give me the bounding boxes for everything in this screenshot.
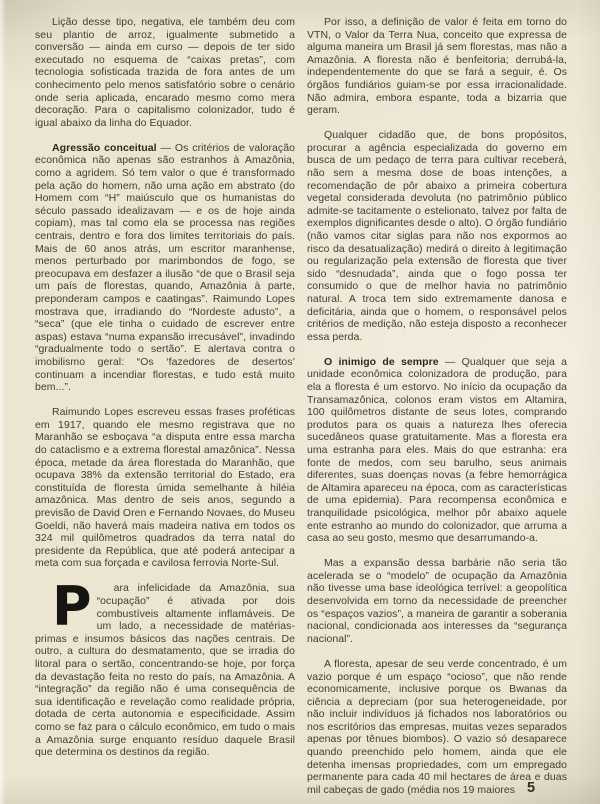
paragraph-text: Raimundo Lopes escreveu essas frases proféticas em 1917, quando ele mesmo registrava que no Maranhão se esboçava “a disputa entre essa marcha do cataclismo e a extrema florestal amazônica”. Nessa época, metade da área florestada do Maranhão, que ocupava 38% da extensão territorial do Estado, era constituída de floresta úmida semelhante à hiléia amazônica. Mas dentro de seis anos, segundo a previsão de David Oren e Fernando Novaes, do Museu Goeldi, não haverá mais madeira nativa em todos os 324 mil quilômetros quadrados da terra natal do presidente da República, que até poderá antecipar a meta com sua forçada e cavilosa ferrovia Norte-Sul. bbox=[35, 406, 295, 570]
run-in-heading: O inimigo de sempre bbox=[324, 355, 439, 368]
page-number: 5 bbox=[527, 780, 536, 796]
paragraph-text: A floresta, apesar de seu verde concentrado, é um vazio porque é um espaço “ocioso”, que não rende economicamente, inclusive porque os Bwanas da ciência a depreciam (por sua heterogeneidade, por não incluir indivíduos já fichados nos laboratórios ou nos escritórios das empresas, muitas vezes separados apenas por tênues biombos). O vazio só desaparece quando preenchido pelo homem, ainda que ele detenha imensas propriedades, com um empregado permanente para cada 40 mil hectares de área e duas mil cabeças de gado (média nos 19 maiores bbox=[307, 657, 567, 796]
left-column bbox=[35, 16, 295, 771]
paragraph-text: Por isso, a definição de valor é feita em torno do VTN, o Valor da Terra Nua, conceito que expressa de alguma maneira um Brasil já sem florestas, mas não a Amazônia. A floresta não é benfeitoria; derrubá-la, independentemente do que se fará a seguir, é. Os órgãos fundiários guiam-se por essa irracionalidade. Não admira, embora espante, toda a bizarria que geram. bbox=[307, 16, 567, 117]
paragraph bbox=[307, 658, 567, 797]
paragraph-text: — Qualquer que seja a unidade econômica colonizadora de produção, para ela a floresta é um estorvo. No início da ocupação da Transamazônica, colonos eram vistos em Altamira, 100 quilômetros distante de seus lotes, comprando produtos para os quais a natureza lhes oferecia sucedâneos quase gratuitamente. Mas a floresta era uma estranha para eles. Mais do que estranha: era fonte de medos, com seu barulho, seus animais diferentes, suas doenças novas (a febre hemorrágica de Altamira apareceu na época, com as características de uma epidemia). Para recompensa econômica e tranquilidade psicológica, melhor pôr abaixo aquele ente estranho ao mundo do colonizador, que arruma a casa ao seu gosto, mesmo que desarrumando-a. bbox=[307, 355, 567, 545]
paragraph bbox=[35, 142, 295, 394]
paragraph-text: Qualquer cidadão que, de bons propósitos, procurar a agência especializada do governo em busca de um pedaço de terra para cultivar receberá, não sem a mesma dose de boas intenções, a recomendação de pôr abaixo a primeira cobertura vegetal considerada devoluta (no patrimônio público admite-se tacitamente o estelionato, talvez por falta de exemplos dignificantes desde o alto). O órgão fundiário (não vamos citar siglas para não nos expormos ao risco da desatualização) medirá o direito à legitimação ou regularização pela extensão de floresta que tiver sido “desnudada”, ainda que o fogo possa ter consumido o que de melhor havia no patrimônio natural. A troca tem sido extremamente danosa e deficitária, ainda que o homem, o responsável pelos critérios de medição, não esteja disposto a reconhecer essa perda. bbox=[307, 129, 567, 343]
paragraph bbox=[35, 406, 295, 570]
paragraph bbox=[35, 16, 295, 129]
paragraph bbox=[307, 356, 567, 545]
paragraph-text: Lição desse tipo, negativa, ele também deu com seu plantio de arroz, igualmente submetido a conversão — ainda em curso — depois de ter sido executado no esquema de “caixas pretas”, com tecnologia sofisticada trazida de fora antes de um conhecimento pelo menos satisfatório sobre o cenário onde seria aplicada, encarado mesmo como mera decoração. Para o capitalismo colonizador, tudo é igual abaixo da linha do Equador. bbox=[35, 16, 295, 129]
paragraph bbox=[35, 575, 295, 759]
paragraph bbox=[307, 557, 567, 645]
paragraph bbox=[307, 16, 567, 117]
paragraph bbox=[307, 129, 567, 343]
right-column bbox=[307, 16, 567, 804]
paragraph-text: ara infelicidade da Amazônia, sua “ocupação” é ativada por dois combustíveis altamente inflamáveis. De um lado, a necessidade de matérias-primas e insumos básicos das nações centrais. De outro, a cultura do desmatamento, que se irradia do litoral para o sertão, concentrando-se hoje, por força da devastação feita no resto do país, na Amazônia. A “integração” da região não é uma consequência de sua identificação e revelação como realidade própria, dotada de certa autonomia e especificidade. Assim como se faz para o cálculo econômico, em tudo o mais a Amazônia surge enquanto resíduo daquele Brasil que determina os destinos da região. bbox=[35, 582, 295, 759]
run-in-heading: Agressão conceitual bbox=[52, 141, 157, 154]
drop-cap: P bbox=[52, 575, 90, 639]
paragraph-text: Mas a expansão dessa barbárie não seria tão acelerada se o “modelo” de ocupação da Amazônia não tivesse uma base ideológica terrível: a geopolítica desenvolvida em torno da necessidade de preencher os “espaços vazios”, a maneira de garantir a soberania nacional, condicionada aos interesses da “segurança nacional”. bbox=[307, 557, 567, 645]
paragraph-text: — Os critérios de valoração econômica não apenas são estranhos à Amazônia, como a agridem. Só tem valor o que é transformado pela ação do homem, não uma ação em abstrato (do Homem com “H” maiúsculo que os humanistas do século passado idealizavam — e os de hoje ainda copiam), mas tal como ela se processa nas regiões centrais, dentro e fora dos limites territoriais do país. Mais de 60 anos atrás, um escritor maranhense, menos perturbado por marimbondos de fogo, se preocupava em desfazer a ilusão “de que o Brasil seja um país de florestas, quando, Amazônia à parte, preponderam campos e caatingas”. Raimundo Lopes mostrava que, irradiando do “Nordeste adusto”, a “seca” (que ele tinha o cuidado de escrever entre aspas) estava “numa expansão irrecusável”, invadindo “gradualmente todo o sertão”. E alertava contra o imobilismo geral: “Os ‘fazedores de desertos’ continuam a incendiar florestas, e tudo está muito bem...”. bbox=[35, 141, 296, 394]
